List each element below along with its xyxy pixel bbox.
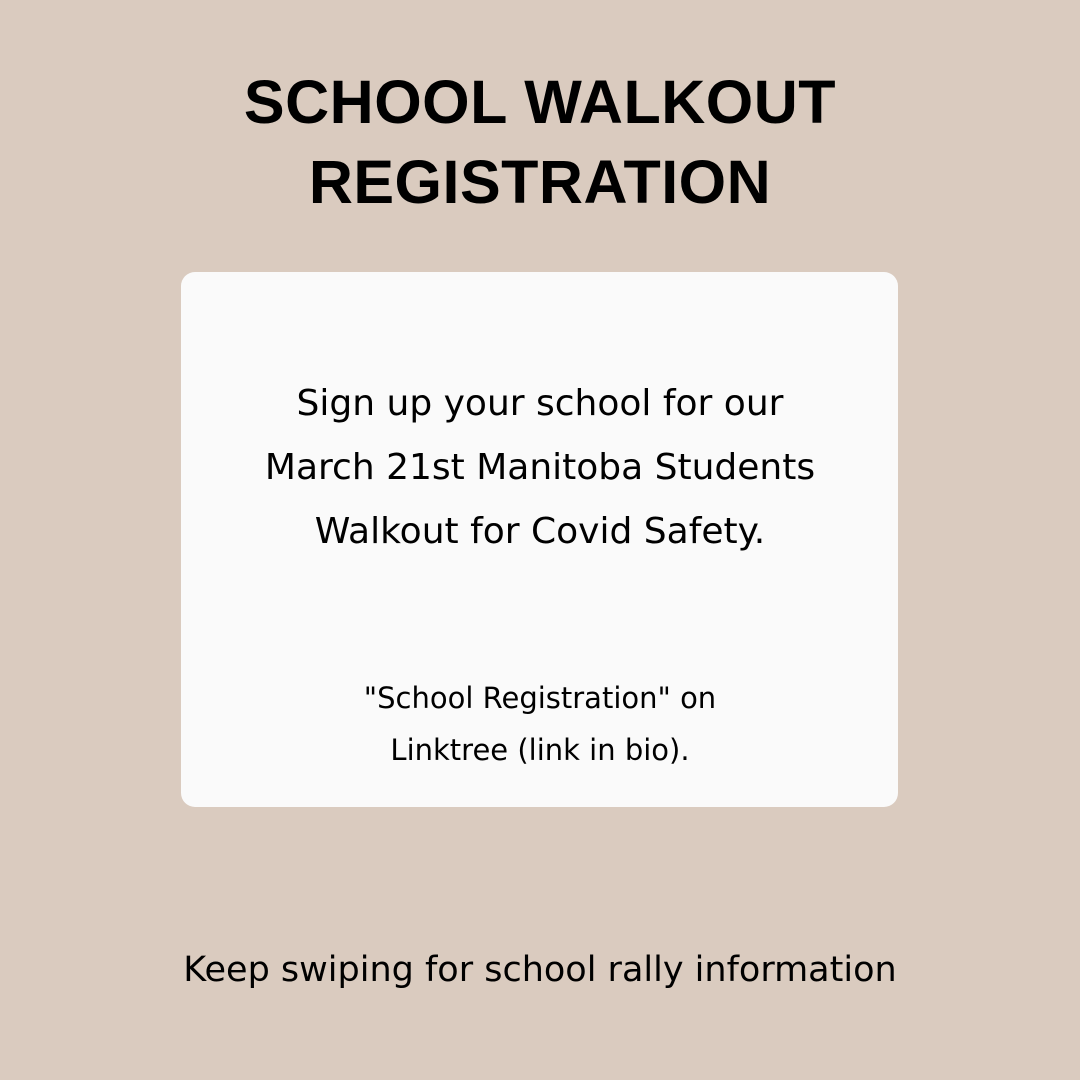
title-line-1: SCHOOL WALKOUT: [243, 68, 837, 136]
signup-line-2: March 21st Manitoba Students: [264, 447, 816, 488]
swipe-hint: Keep swiping for school rally information: [183, 950, 897, 990]
title-line-2: REGISTRATION: [308, 148, 772, 216]
signup-message: [0, 372, 1080, 564]
link-line-1: "School Registration" on: [363, 681, 717, 715]
signup-line-3: Walkout for Covid Safety.: [314, 511, 766, 552]
registration-link-note: [0, 672, 1080, 776]
signup-line-1: Sign up your school for our: [296, 383, 784, 424]
link-line-2: Linktree (link in bio).: [390, 733, 690, 767]
page-title: [0, 62, 1080, 222]
